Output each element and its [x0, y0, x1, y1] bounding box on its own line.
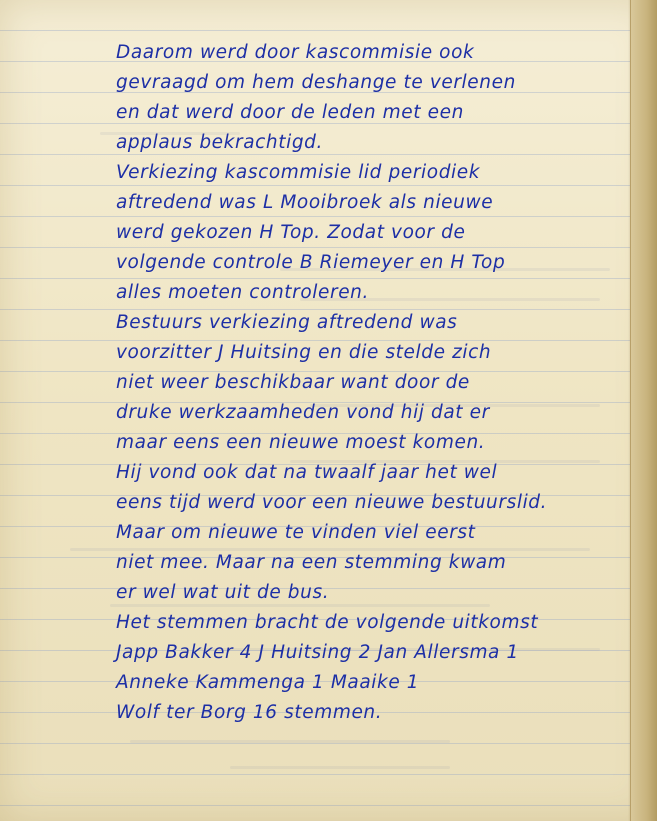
text-line-8: volgende controle B Riemeyer en H Top [116, 252, 506, 273]
text-line-10: Bestuurs verkiezing aftredend was [116, 312, 458, 333]
text-line-20: Het stemmen bracht de volgende uitkomst [116, 612, 539, 633]
text-line-3: en dat werd door de leden met een [116, 102, 464, 123]
text-line-17: Maar om nieuwe te vinden viel eerst [116, 522, 476, 543]
text-line-22: Anneke Kammenga 1 Maaike 1 [116, 672, 420, 693]
text-line-9: alles moeten controleren. [116, 282, 369, 303]
text-line-1: Daarom werd door kascommisie ook [116, 42, 475, 63]
text-line-18: niet mee. Maar na een stemming kwam [116, 552, 507, 573]
text-line-6: aftredend was L Mooibroek als nieuwe [116, 192, 494, 213]
page-edge [630, 0, 657, 821]
text-line-23: Wolf ter Borg 16 stemmen. [116, 702, 383, 723]
text-line-21: Japp Bakker 4 J Huitsing 2 Jan Allersma 1 [116, 642, 519, 663]
text-line-5: Verkiezing kascommisie lid periodiek [116, 162, 481, 183]
text-line-13: druke werkzaamheden vond hij dat er [116, 402, 490, 423]
handwritten-text [116, 30, 636, 728]
text-line-2: gevraagd om hem deshange te verlenen [116, 72, 516, 93]
text-line-7: werd gekozen H Top. Zodat voor de [116, 222, 466, 243]
text-line-12: niet weer beschikbaar want door de [116, 372, 470, 393]
text-line-19: er wel wat uit de bus. [116, 582, 330, 603]
text-line-15: Hij vond ook dat na twaalf jaar het wel [116, 462, 498, 483]
text-line-11: voorzitter J Huitsing en die stelde zich [116, 342, 492, 363]
text-line-4: applaus bekrachtigd. [116, 132, 323, 153]
text-line-16: eens tijd werd voor een nieuwe bestuurslid. [116, 492, 548, 513]
text-line-14: maar eens een nieuwe moest komen. [116, 432, 486, 453]
